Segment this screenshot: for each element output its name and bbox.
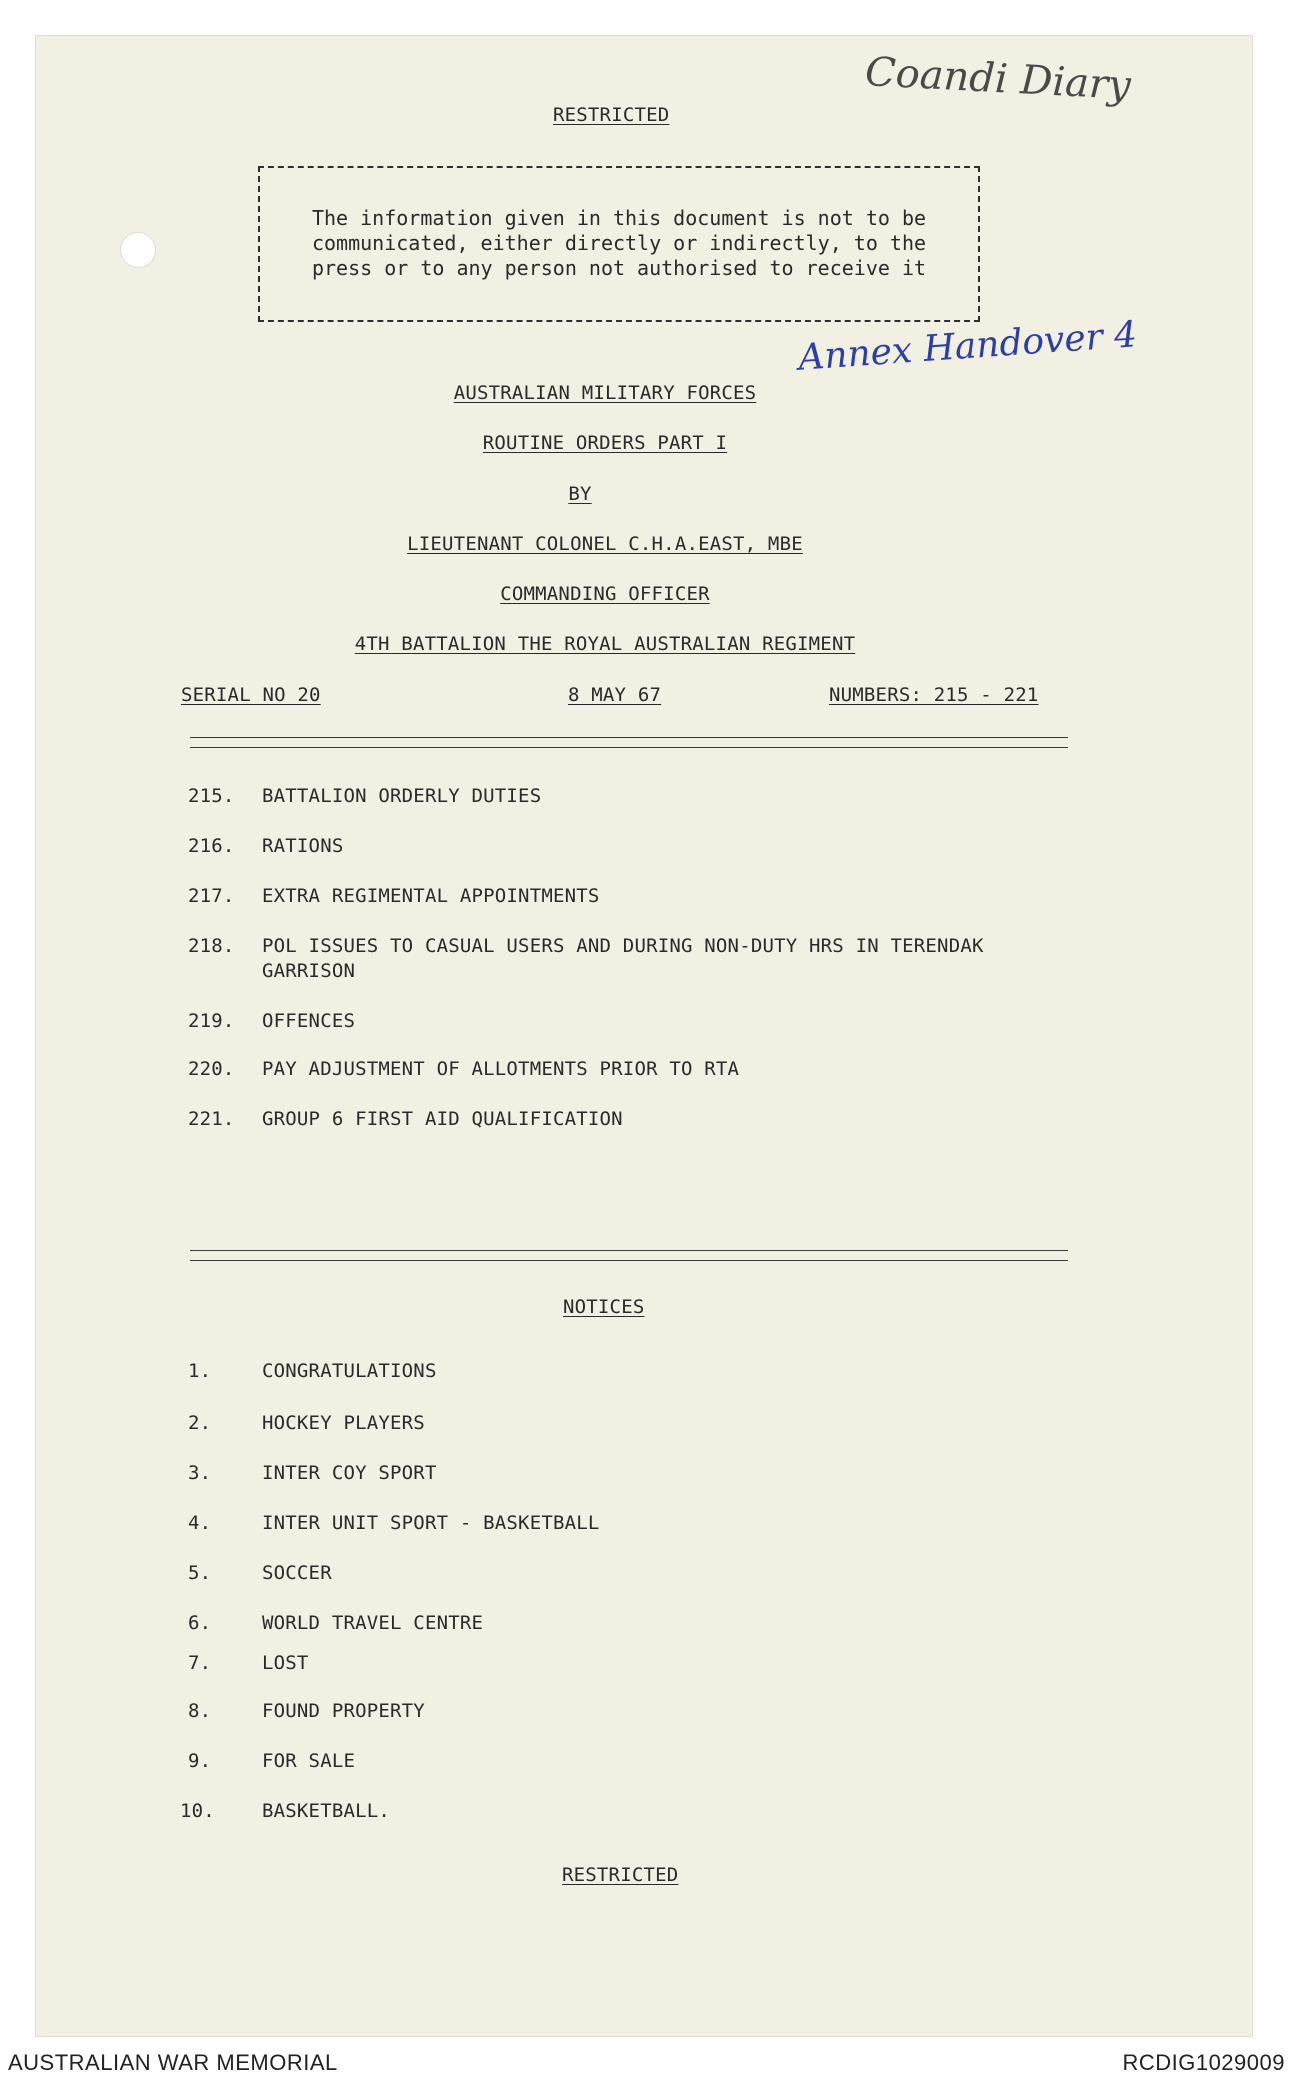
handwritten-diary-note: Coandi Diary <box>863 49 1132 109</box>
notice-title: SOCCER <box>262 1562 332 1584</box>
forces-heading: AUSTRALIAN MILITARY FORCES <box>453 382 757 404</box>
unit-heading: 4TH BATTALION THE ROYAL AUSTRALIAN REGIMENT <box>354 633 856 655</box>
order-number: 220. <box>188 1058 235 1080</box>
notice-title: WORLD TRAVEL CENTRE <box>262 1612 484 1634</box>
notice-title: BASKETBALL. <box>262 1800 391 1822</box>
order-number: 218. <box>188 935 235 957</box>
notice-number: 8. <box>188 1700 212 1722</box>
notice-number: 6. <box>188 1612 212 1634</box>
warning-box <box>258 166 980 322</box>
footer-record-id: RCDIG1029009 <box>1122 2050 1285 2075</box>
order-number: 215. <box>188 785 235 807</box>
serial-date: 8 MAY 67 <box>568 684 662 706</box>
notice-number: 7. <box>188 1652 212 1674</box>
notice-title: INTER UNIT SPORT - BASKETBALL <box>262 1512 600 1534</box>
notice-number: 9. <box>188 1750 212 1772</box>
restricted-bottom-label: RESTRICTED <box>562 1864 679 1886</box>
footer-archive-name: AUSTRALIAN WAR MEMORIAL <box>8 2050 338 2075</box>
notice-number: 1. <box>188 1360 212 1382</box>
warning-line-1: The information given in this document is not to be <box>311 206 927 230</box>
order-title: RATIONS <box>262 835 344 857</box>
punch-hole <box>120 232 156 268</box>
by-heading: BY <box>568 483 592 505</box>
notice-title: LOST <box>262 1652 309 1674</box>
serial-number: SERIAL NO 20 <box>181 684 321 706</box>
order-title-continued: GARRISON <box>262 960 356 982</box>
officer-role: COMMANDING OFFICER <box>500 583 710 605</box>
serial-numbers-range: NUMBERS: 215 - 221 <box>829 684 1039 706</box>
order-number: 219. <box>188 1010 235 1032</box>
notice-number: 2. <box>188 1412 212 1434</box>
notice-title: FOR SALE <box>262 1750 356 1772</box>
notice-title: FOUND PROPERTY <box>262 1700 425 1722</box>
restricted-top-label: RESTRICTED <box>553 104 670 126</box>
orders-heading: ROUTINE ORDERS PART I <box>482 432 728 454</box>
notice-title: CONGRATULATIONS <box>262 1360 437 1382</box>
notice-number: 3. <box>188 1462 212 1484</box>
order-title: OFFENCES <box>262 1010 356 1032</box>
warning-line-3: press or to any person not authorised to receive it <box>311 256 927 280</box>
order-number: 217. <box>188 885 235 907</box>
order-title: PAY ADJUSTMENT OF ALLOTMENTS PRIOR TO RTA <box>262 1058 740 1080</box>
double-rule-top <box>190 737 1068 748</box>
order-number: 216. <box>188 835 235 857</box>
officer-name: LIEUTENANT COLONEL C.H.A.EAST, MBE <box>407 533 803 555</box>
notices-heading: NOTICES <box>563 1296 645 1318</box>
notice-title: INTER COY SPORT <box>262 1462 437 1484</box>
notice-number: 10. <box>180 1800 215 1822</box>
notice-title: HOCKEY PLAYERS <box>262 1412 425 1434</box>
order-title: EXTRA REGIMENTAL APPOINTMENTS <box>262 885 600 907</box>
handwritten-annex-note: Annex Handover 4 <box>796 314 1139 379</box>
order-title: BATTALION ORDERLY DUTIES <box>262 785 542 807</box>
order-title: GROUP 6 FIRST AID QUALIFICATION <box>262 1108 623 1130</box>
double-rule-bottom <box>190 1250 1068 1261</box>
notice-number: 5. <box>188 1562 212 1584</box>
order-title: POL ISSUES TO CASUAL USERS AND DURING NON-DUTY HRS IN TERENDAK <box>262 935 984 957</box>
notice-number: 4. <box>188 1512 212 1534</box>
warning-line-2: communicated, either directly or indirectly, to the <box>311 231 927 255</box>
order-number: 221. <box>188 1108 235 1130</box>
